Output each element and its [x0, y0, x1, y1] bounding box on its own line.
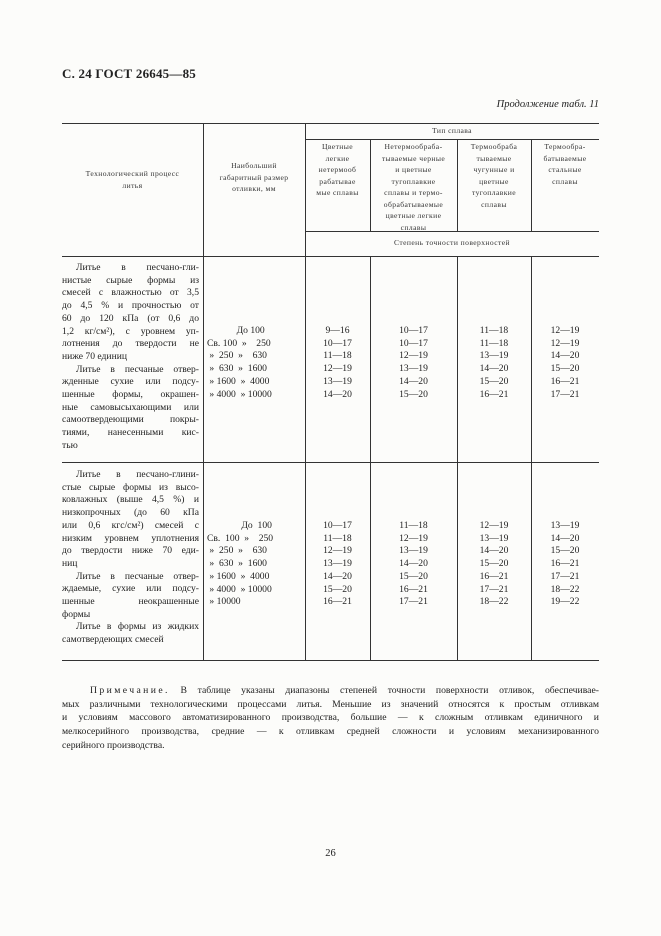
group-separator-rule	[62, 462, 599, 463]
group1-alloy4-values: 12—19 12—19 14—20 15—20 16—21 17—21	[550, 325, 580, 400]
group2-alloy2-values: 11—18 12—19 13—19 14—20 15—20 16—21 17—21	[399, 520, 428, 608]
note-line: В таблице указаны диапазоны степеней точности поверхности отливок, обеспечивае-	[169, 685, 599, 696]
header-bottom-rule	[62, 256, 599, 257]
header-process: Технологический процесс литья	[85, 169, 180, 190]
group1-alloy3-values: 11—18 11—18 13—19 14—20 15—20 16—21	[479, 325, 509, 400]
group2-alloy1-values: 10—17 11—18 12—19 13—19 14—20 15—20 16—21	[323, 520, 352, 608]
header-accuracy: Степень точности поверхностей	[394, 238, 510, 247]
size-row: До 100	[227, 520, 272, 531]
header-alloy-3: Термообраба тываемые чугунные и цветные тугоплавкие сплавы	[470, 142, 518, 209]
size-row: » 630 » 1600	[207, 558, 267, 570]
group2-alloy3-values: 12—19 13—19 14—20 15—20 16—21 17—21 18—22	[479, 520, 509, 608]
size-row: » 250 » 630	[207, 545, 267, 557]
size-row: Св. 100 » 250	[207, 532, 274, 544]
header-alloy-type: Тип сплава	[432, 126, 472, 135]
alloy-type-rule	[305, 139, 599, 140]
group1-size-column	[207, 325, 303, 401]
size-row: » 4000 » 10000	[207, 388, 272, 400]
table-top-rule	[62, 123, 599, 124]
size-row: » 1600 » 4000	[207, 375, 270, 387]
table-note	[62, 684, 599, 753]
table-bottom-rule	[62, 660, 599, 661]
size-row: » 4000 » 10000	[207, 583, 272, 595]
note-line: серийного производства.	[62, 739, 165, 751]
size-row: » 250 » 630	[207, 350, 267, 362]
size-row: До 100	[227, 325, 265, 336]
note-label: Примечание.	[90, 685, 170, 696]
header-alloy-4: Термообра- батываемые стальные сплавы	[543, 142, 587, 186]
group2-size-column	[207, 520, 303, 609]
note-line: мых различными технологическими процессами литья. Меньшие из значений относятся к простым отливкам	[62, 698, 599, 710]
group2-alloy4-values: 13—19 14—20 15—20 16—21 17—21 18—22 19—22	[550, 520, 580, 608]
size-row: Св. 100 » 250	[207, 337, 271, 349]
col-divider-size	[203, 123, 204, 660]
size-row: » 10000	[207, 596, 241, 608]
group2-process-text: Литье в песчано-глини- стые сырые формы из высо- ковлажных (выше 4,5 %) и низкопрочных (до 60 кПа или 0,6 кгс/см²) смесей с низким уровнем уплотнения до твердости ниже 70 еди- ниц Литье в песчаные отвер- ждаемые, сухие или подсу- шенные неокрашенные формы Литье в формы из жидких самотвердеющих смесей	[62, 469, 199, 646]
note-line: и условиям массового автоматизированного производства, большие — к сложным отливкам единичного и	[62, 712, 599, 724]
header-size: Наибольший габаритный размер отливки, мм	[219, 161, 289, 193]
page-number: 26	[325, 848, 336, 859]
size-row: » 1600 » 4000	[207, 570, 270, 582]
group1-alloy1-values: 9—16 10—17 11—18 12—19 13—19 14—20	[323, 325, 352, 400]
size-row: » 630 » 1600	[207, 363, 267, 375]
document-header: С. 24 ГОСТ 26645—85	[62, 66, 196, 81]
group1-process-text: Литье в песчано-гли- нистые сырые формы из смесей с влажностью от 3,5 до 4,5 % и прочностью от 60 до 120 кПа (от 0,6 до 1,2 кг/см²), с уровнем уп- лотнения до твердости не ниже 70 единиц Литье в песчаные отвер- жденные сухие или подсу- шенные формы, окрашен- ные самовысыхающими или самоотвердеющими покры- тиями, нанесенными кис- тью	[62, 262, 199, 451]
note-line: мелкосерийного производства, средние — к отливкам средней сложности и условиям механизированного	[62, 726, 599, 738]
group1-alloy2-values: 10—17 10—17 12—19 13—19 14—20 15—20	[399, 325, 428, 400]
table-continuation-label: Продолжение табл. 11	[496, 99, 599, 110]
header-alloy-1: Цветные легкие нетермооб рабатывае мые сплавы	[316, 142, 359, 197]
header-alloy-2: Нетермообраба- тываемые черные и цветные тугоплавкие сплавы и термо- обрабатываемые цветные легкие сплавы	[381, 142, 446, 232]
